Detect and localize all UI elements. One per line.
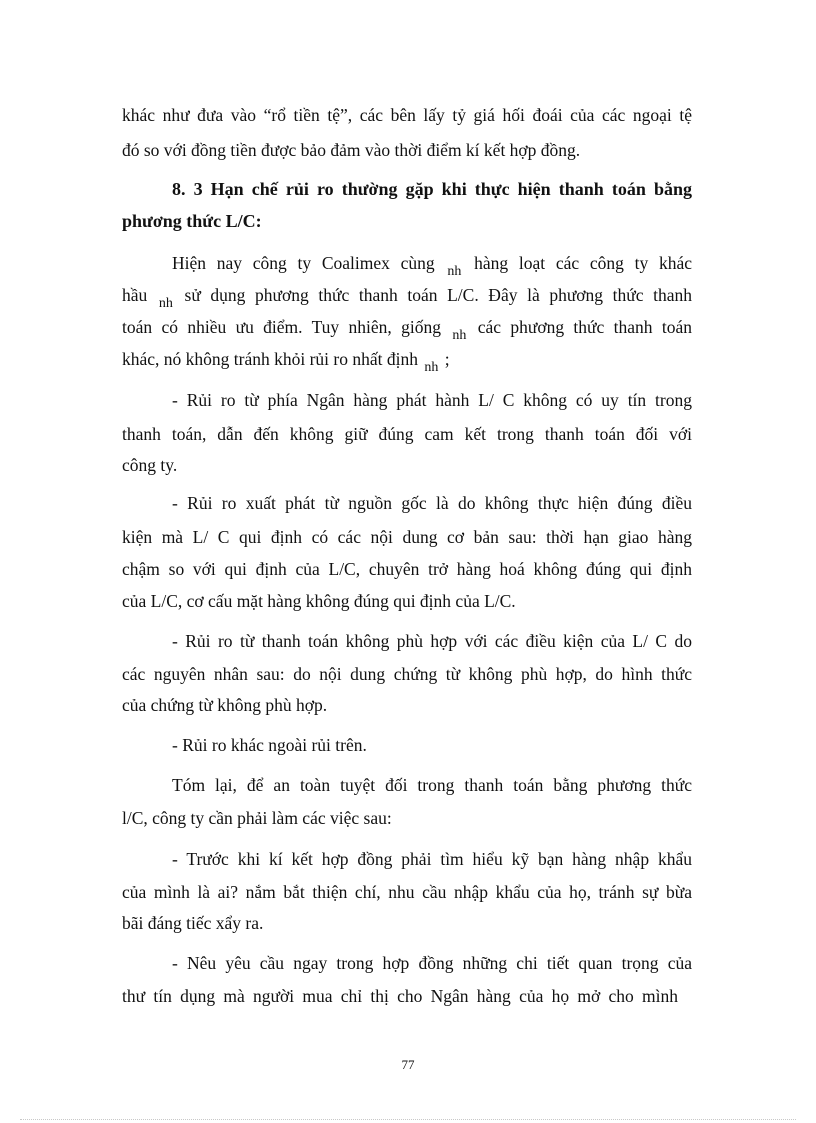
text-line: của mình là ai? nắm bắt thiện chí, nhu cầu nhập khẩu của họ, tránh sự bừa xyxy=(122,882,692,902)
text-line: - Rủi ro khác ngoài rủi trên. xyxy=(172,735,367,755)
subscript-marker: nh xyxy=(452,328,467,343)
text-fragment: sử dụng phương thức thanh toán L/C. Đây là phương thức thanh xyxy=(184,285,693,305)
text-line: công ty. xyxy=(122,455,178,475)
text-line: khác như đưa vào “rổ tiền tệ”, các bên lấy tỷ giá hối đoái của các ngoại tệ xyxy=(122,105,692,125)
subscript-marker: nh xyxy=(424,360,439,375)
text-line: các nguyên nhân sau: do nội dung chứng từ không phù hợp, do hình thức xyxy=(122,664,692,684)
text-fragment: hầu xyxy=(122,285,148,305)
text-line xyxy=(172,252,692,277)
page-number: 77 xyxy=(401,1057,415,1072)
text-fragment: ; xyxy=(444,349,450,369)
text-line xyxy=(122,284,692,309)
text-line: kiện mà L/ C qui định có các nội dung cơ bản sau: thời hạn giao hàng xyxy=(122,527,692,547)
text-line: - Rủi ro xuất phát từ nguồn gốc là do không thực hiện đúng điều xyxy=(172,493,692,513)
text-line: - Nêu yêu cầu ngay trong hợp đồng những chi tiết quan trọng của xyxy=(172,953,692,973)
subscript-marker: nh xyxy=(158,296,173,311)
text-line xyxy=(122,316,692,341)
subscript-marker: nh xyxy=(447,264,462,279)
section-heading: 8. 3 Hạn chế rủi ro thường gặp khi thực hiện thanh toán bằng xyxy=(172,179,692,199)
text-line: chậm so với qui định của L/C, chuyên trở hàng hoá không đúng qui định xyxy=(122,559,692,579)
text-fragment: Hiện nay công ty Coalimex cùng xyxy=(172,253,435,273)
text-line: thư tín dụng mà người mua chỉ thị cho Ngân hàng của họ mở cho mình xyxy=(122,986,678,1006)
text-line: của chứng từ không phù hợp. xyxy=(122,695,328,715)
text-line: - Rủi ro từ phía Ngân hàng phát hành L/ C không có uy tín trong xyxy=(172,390,692,410)
text-fragment: hàng loạt các công ty khác xyxy=(474,253,692,273)
text-line: Tóm lại, để an toàn tuyệt đối trong thanh toán bằng phương thức xyxy=(172,775,692,795)
text-line: - Trước khi kí kết hợp đồng phải tìm hiểu kỹ bạn hàng nhập khẩu xyxy=(172,849,692,869)
section-heading: phương thức L/C: xyxy=(122,211,262,231)
page-edge-divider xyxy=(20,1119,796,1120)
text-fragment: các phương thức thanh toán xyxy=(477,317,693,337)
text-fragment: toán có nhiều ưu điểm. Tuy nhiên, giống xyxy=(122,317,441,337)
text-line: thanh toán, dẫn đến không giữ đúng cam kết trong thanh toán đối với xyxy=(122,424,692,444)
text-line: - Rủi ro từ thanh toán không phù hợp với các điều kiện của L/ C do xyxy=(172,631,692,651)
text-fragment: khác, nó không tránh khỏi rủi ro nhất định xyxy=(122,349,418,369)
text-line: đó so với đồng tiền được bảo đảm vào thời điểm kí kết hợp đồng. xyxy=(122,140,581,160)
text-line: của L/C, cơ cấu mặt hàng không đúng qui định của L/C. xyxy=(122,591,516,611)
text-line xyxy=(122,348,692,373)
text-line: l/C, công ty cần phải làm các việc sau: xyxy=(122,808,392,828)
text-line: bãi đáng tiếc xẩy ra. xyxy=(122,913,264,933)
